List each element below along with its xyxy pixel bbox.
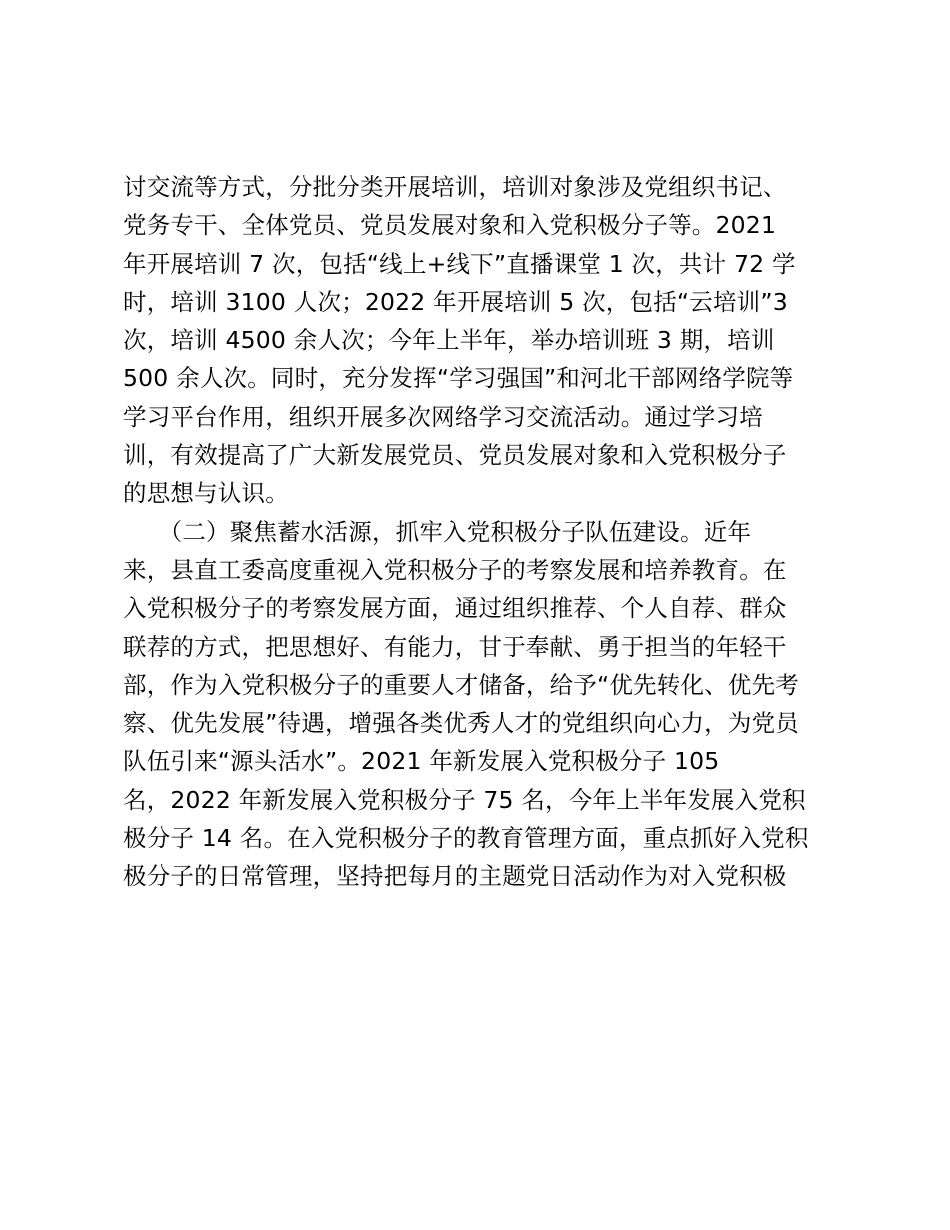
text-line-19: 极分子的日常管理，坚持把每月的主题党日活动作为对入党积极 xyxy=(123,862,787,891)
text-line-18: 极分子 14 名。在入党积极分子的教育管理方面，重点抓好入党积 xyxy=(123,824,809,853)
text-line-6: 500 余人次。同时，充分发挥“学习强国”和河北干部网络学院等 xyxy=(123,364,794,393)
text-line-14: 部，作为入党积极分子的重要人才储备，给予“优先转化、优先考 xyxy=(123,670,799,699)
text-line-16: 队伍引来“源头活水”。2021 年新发展入党积极分子 105 xyxy=(123,747,720,776)
text-line-12: 入党积极分子的考察发展方面，通过组织推荐、个人自荐、群众 xyxy=(123,594,787,623)
body-text xyxy=(123,168,843,896)
text-line-1: 讨交流等方式，分批分类开展培训，培训对象涉及党组织书记、 xyxy=(123,173,787,201)
text-line-11: 来，县直工委高度重视入党积极分子的考察发展和培养教育。在 xyxy=(123,555,787,584)
text-line-9: 的思想与认识。 xyxy=(123,479,289,508)
text-line-15: 察、优先发展”待遇，增强各类优秀人才的党组织向心力，为党员 xyxy=(123,709,799,738)
text-line-3: 年开展培训 7 次，包括“线上+线下”直播课堂 1 次，共计 72 学 xyxy=(123,249,796,278)
text-line-7: 学习平台作用，组织开展多次网络学习交流活动。通过学习培 xyxy=(123,402,763,431)
text-line-17: 名，2022 年新发展入党积极分子 75 名，今年上半年发展入党积 xyxy=(123,785,806,814)
text-line-2: 党务专干、全体党员、党员发展对象和入党积极分子等。2021 xyxy=(123,211,777,240)
text-line-13: 联荐的方式，把思想好、有能力，甘于奉献、勇于担当的年轻干 xyxy=(123,632,787,661)
section-heading-line: （二）聚焦蓄水活源，抓牢入党积极分子队伍建设。近年 xyxy=(123,517,752,546)
text-line-5: 次，培训 4500 余人次；今年上半年，举办培训班 3 期，培训 xyxy=(123,326,775,355)
text-line-4: 时，培训 3100 人次；2022 年开展培训 5 次，包括“云培训”3 xyxy=(123,287,788,316)
text-line-8: 训，有效提高了广大新发展党员、党员发展对象和入党积极分子 xyxy=(123,441,787,470)
